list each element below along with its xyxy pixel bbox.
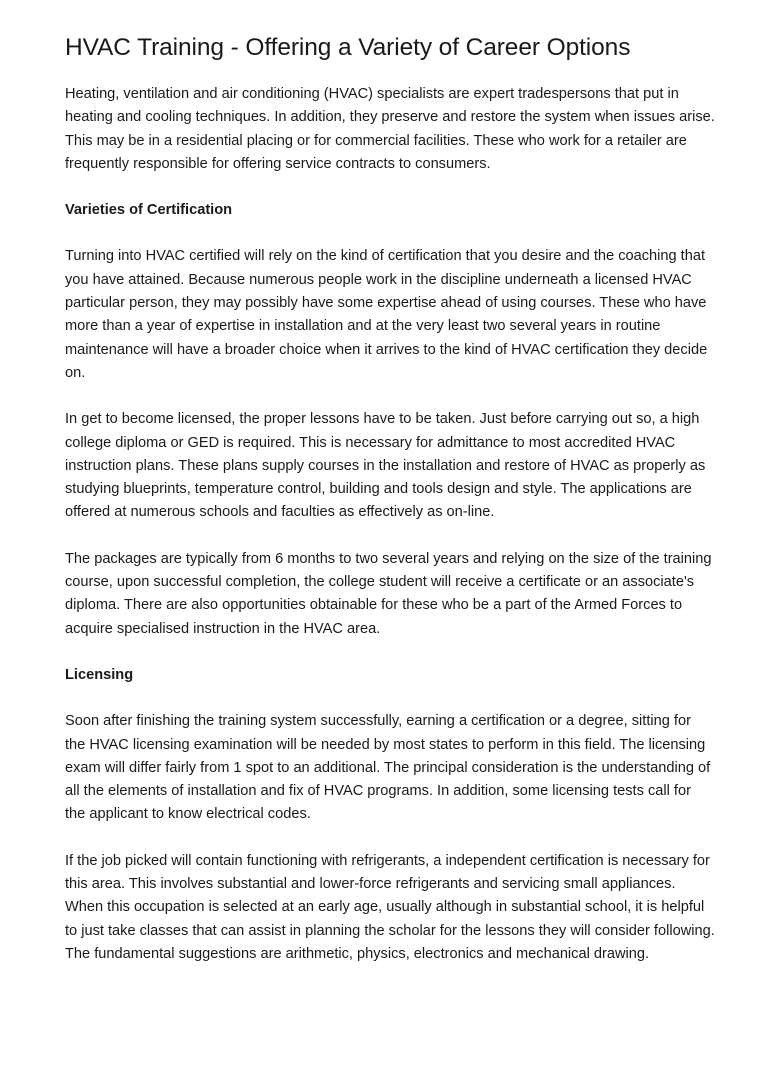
document-body xyxy=(65,83,715,966)
document-title: HVAC Training - Offering a Variety of Career Options xyxy=(65,34,631,61)
section-heading: Varieties of Certification xyxy=(65,202,233,219)
document-page xyxy=(65,32,715,989)
paragraph: If the job picked will contain functioning with refrigerants, a independent certification is necessary for this area. This involves substantial and lower-force refrigerants and servicing small appliances. When this occupation is selected at an early age, usually although in substantial school, it is helpful to just take classes that can assist in planning the scholar for the lessons they will consider following. The fundamental suggestions are arithmetic, physics, electronics and mechanical drawing. xyxy=(65,852,715,962)
paragraph: The packages are typically from 6 months to two several years and relying on the size of the training course, upon successful completion, the college student will receive a certificate or an associate's diploma. There are also opportunities obtainable for these who be a part of the Armed Forces to acquire specialised instruction in the HVAC area. xyxy=(65,550,712,637)
section-varieties-of-certification xyxy=(65,199,715,641)
paragraph: In get to become licensed, the proper lessons have to be taken. Just before carrying out so, a high college diploma or GED is required. This is necessary for admittance to most accredited HVAC instruction plans. These plans supply courses in the installation and restore of HVAC as properly as studying blueprints, temperature control, building and tools design and style. The applications are offered at numerous schools and faculties as effectively as on-line. xyxy=(65,411,706,521)
paragraph: Turning into HVAC certified will rely on the kind of certification that you desire and the coaching that you have attained. Because numerous people work in the discipline underneath a licensed HVAC particular person, they may possibly have some expertise ahead of using courses. These who have more than a year of expertise in installation and at the very least two several years in routine maintenance will have a broader choice when it arrives to the kind of HVAC certification they decide on. xyxy=(65,248,708,381)
section-licensing xyxy=(65,664,715,966)
paragraph: Soon after finishing the training system successfully, earning a certification or a degree, sitting for the HVAC licensing examination will be needed by most states to perform in this field. The licensing exam will differ fairly from 1 spot to an additional. The principal consideration is the understanding of all the elements of installation and fix of HVAC programs. In addition, some licensing tests call for the applicant to know electrical codes. xyxy=(65,713,711,823)
section-heading: Licensing xyxy=(65,666,134,683)
intro-paragraph: Heating, ventilation and air conditioning (HVAC) specialists are expert tradespersons that put in heating and cooling techniques. In addition, they preserve and restore the system when issues arise. This may be in a residential placing or for commercial facilities. These who work for a retailer are frequently responsible for offering service contracts to consumers. xyxy=(65,86,715,172)
